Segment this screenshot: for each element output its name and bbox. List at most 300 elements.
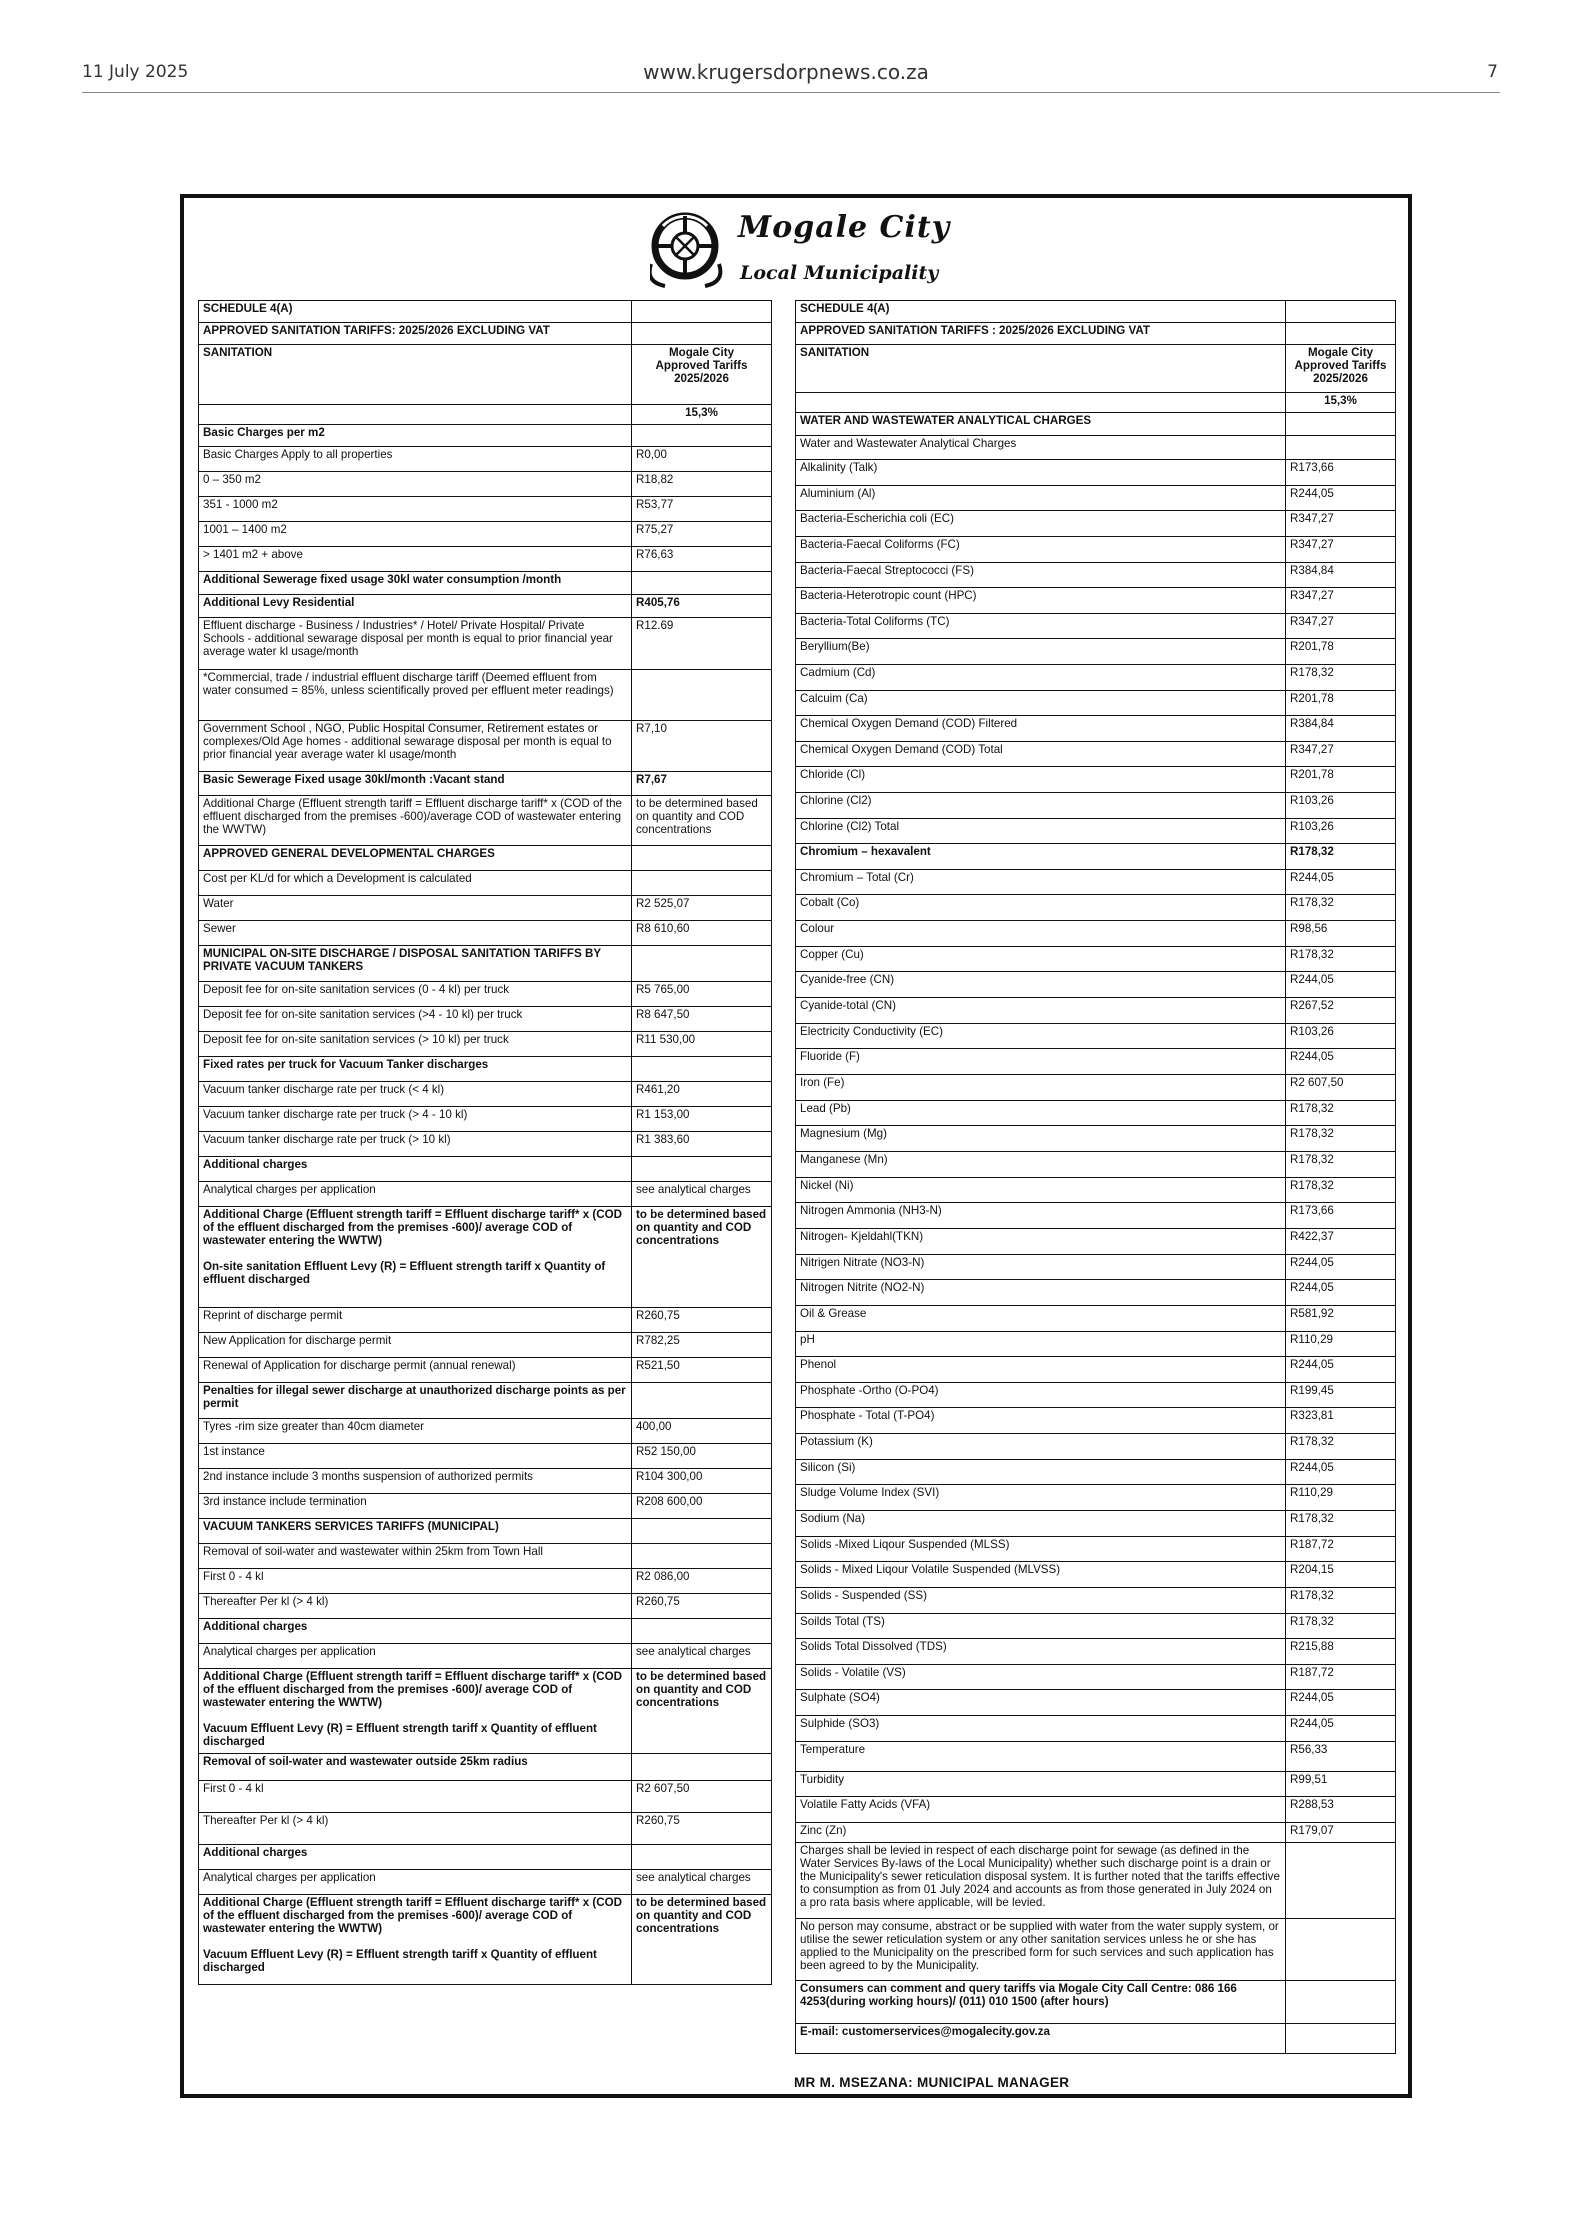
table-row	[796, 998, 1396, 1024]
tariff-label: SCHEDULE 4(A)	[796, 301, 1286, 323]
tariff-label: Deposit fee for on-site sanitation services (0 - 4 kl) per truck	[199, 982, 632, 1007]
table-row	[199, 497, 772, 522]
tariff-value: R75,27	[632, 522, 772, 547]
tariff-value: R244,05	[1286, 1460, 1396, 1485]
tariff-label: 2nd instance include 3 months suspension of authorized permits	[199, 1469, 632, 1494]
tariff-label: 1001 – 1400 m2	[199, 522, 632, 547]
tariff-value	[1286, 1843, 1396, 1919]
tariff-label: Solids Total Dissolved (TDS)	[796, 1639, 1286, 1665]
table-row	[199, 1383, 772, 1419]
logo-title: Mogale City	[738, 210, 951, 245]
table-row	[199, 1419, 772, 1444]
table-row	[796, 563, 1396, 588]
tariff-value	[1286, 1981, 1396, 2024]
tariff-label: Bacteria-Faecal Streptococci (FS)	[796, 563, 1286, 588]
table-row	[796, 742, 1396, 767]
tariff-value: R12.69	[632, 618, 772, 670]
table-row	[796, 1588, 1396, 1614]
tariff-label: Beryllium(Be)	[796, 639, 1286, 665]
tariff-value: R76,63	[632, 547, 772, 572]
tariff-label: Basic Charges Apply to all properties	[199, 447, 632, 472]
tariff-label: Cyanide-free (CN)	[796, 972, 1286, 998]
table-row	[199, 1895, 772, 1985]
tariff-label: Zinc (Zn)	[796, 1823, 1286, 1843]
tariff-value: R178,32	[1286, 665, 1396, 691]
tariff-value	[1286, 413, 1396, 436]
tariff-value	[632, 946, 772, 982]
tariff-value: to be determined based on quantity and COD concentrations	[632, 1207, 772, 1308]
table-row	[199, 1082, 772, 1107]
tariff-value: R178,32	[1286, 844, 1396, 870]
tariff-value: R18,82	[632, 472, 772, 497]
table-row	[796, 511, 1396, 537]
tariff-value: see analytical charges	[632, 1644, 772, 1669]
table-row	[796, 1434, 1396, 1460]
tariff-label: Government School , NGO, Public Hospital Consumer, Retirement estates or complexes/Old Age homes - additional sewarage disposal per month is equal to prior financial year average water kl usage/month	[199, 721, 632, 772]
tariff-value: R208 600,00	[632, 1494, 772, 1519]
tariff-value	[1286, 436, 1396, 460]
tariff-value: R244,05	[1286, 972, 1396, 998]
tariff-label: Solids - Suspended (SS)	[796, 1588, 1286, 1614]
table-row	[199, 982, 772, 1007]
table-row	[796, 1126, 1396, 1152]
tariff-label: Volatile Fatty Acids (VFA)	[796, 1797, 1286, 1823]
tariff-value: R782,25	[632, 1333, 772, 1358]
table-row	[199, 1519, 772, 1544]
tariff-value: R244,05	[1286, 870, 1396, 895]
tariff-label: Sulphide (SO3)	[796, 1716, 1286, 1742]
tariff-label: Renewal of Application for discharge permit (annual renewal)	[199, 1358, 632, 1383]
table-row	[199, 1813, 772, 1845]
tariff-label: Bacteria-Faecal Coliforms (FC)	[796, 537, 1286, 563]
tariff-label: Cobalt (Co)	[796, 895, 1286, 921]
tariff-value: R5 765,00	[632, 982, 772, 1007]
tariff-label: Additional charges	[199, 1845, 632, 1870]
table-row	[796, 921, 1396, 947]
tariff-label: APPROVED GENERAL DEVELOPMENTAL CHARGES	[199, 846, 632, 871]
table-row	[199, 1619, 772, 1644]
tariff-label	[796, 393, 1286, 413]
tariff-value	[632, 670, 772, 721]
tariff-label: 351 - 1000 m2	[199, 497, 632, 522]
table-row	[796, 1049, 1396, 1075]
tariff-value: R244,05	[1286, 1280, 1396, 1306]
tariff-label: Effluent discharge - Business / Industries* / Hotel/ Private Hospital/ Private Schools - additional sewarage disposal per month is equal to prior financial year average water kl usage/month	[199, 618, 632, 670]
table-row	[199, 301, 772, 323]
table-row	[796, 691, 1396, 716]
table-row	[199, 1107, 772, 1132]
table-row	[796, 793, 1396, 819]
tariff-value: R323,81	[1286, 1408, 1396, 1434]
table-row	[199, 1182, 772, 1207]
table-row	[199, 323, 772, 345]
table-row	[796, 1614, 1396, 1639]
table-row	[796, 1511, 1396, 1537]
table-row	[796, 947, 1396, 972]
tariff-value: R178,32	[1286, 1588, 1396, 1614]
tariff-value: R2 607,50	[632, 1781, 772, 1813]
table-row	[199, 547, 772, 572]
table-row	[199, 1358, 772, 1383]
table-row	[796, 1919, 1396, 1981]
table-row	[199, 1333, 772, 1358]
table-row	[199, 1007, 772, 1032]
tariff-value: 15,3%	[1286, 393, 1396, 413]
tariff-label: VACUUM TANKERS SERVICES TARIFFS (MUNICIPAL)	[199, 1519, 632, 1544]
tariff-value	[632, 1383, 772, 1419]
tariff-label: Cyanide-total (CN)	[796, 998, 1286, 1024]
tariff-value: R521,50	[632, 1358, 772, 1383]
tariff-label: Sulphate (SO4)	[796, 1690, 1286, 1716]
tariff-value: R99,51	[1286, 1772, 1396, 1797]
tariff-label: Additional Charge (Effluent strength tariff = Effluent discharge tariff* x (COD of the effluent discharged from the premises -600)/ average COD of wastewater entering the WWTW) Vacuum Effluent Levy (R) = Effluent strength tariff x Quantity of effluent discharged	[199, 1669, 632, 1754]
tariff-value: Mogale City Approved Tariffs 2025/2026	[1286, 345, 1396, 393]
tariff-label: Removal of soil-water and wastewater outside 25km radius	[199, 1754, 632, 1781]
tariff-value: R103,26	[1286, 819, 1396, 844]
tariff-label: Solids - Mixed Liqour Volatile Suspended (MLVSS)	[796, 1562, 1286, 1588]
tariff-value: R347,27	[1286, 742, 1396, 767]
tariff-label: Chromium – hexavalent	[796, 844, 1286, 870]
table-row	[796, 1460, 1396, 1485]
tariff-value: R110,29	[1286, 1485, 1396, 1511]
tariff-value: Mogale City Approved Tariffs 2025/2026	[632, 345, 772, 405]
tariff-value	[632, 572, 772, 595]
table-row	[199, 1594, 772, 1619]
logo-subtitle: Local Municipality	[740, 262, 939, 284]
table-row	[199, 946, 772, 982]
table-row	[199, 1754, 772, 1781]
tariff-label: Bacteria-Escherichia coli (EC)	[796, 511, 1286, 537]
tariff-label: Bacteria-Total Coliforms (TC)	[796, 614, 1286, 639]
table-row	[199, 1569, 772, 1594]
table-row	[796, 301, 1396, 323]
tariff-value: R178,32	[1286, 1178, 1396, 1203]
tariff-label: First 0 - 4 kl	[199, 1781, 632, 1813]
tariff-value: R8 647,50	[632, 1007, 772, 1032]
table-row	[796, 639, 1396, 665]
tariff-value: R422,37	[1286, 1229, 1396, 1255]
table-row	[199, 871, 772, 896]
page-number: 7	[1487, 62, 1498, 82]
table-row	[796, 1485, 1396, 1511]
table-row	[796, 819, 1396, 844]
tariff-value: R204,15	[1286, 1562, 1396, 1588]
table-row	[796, 844, 1396, 870]
tariff-label: Colour	[796, 921, 1286, 947]
tariff-label: Chemical Oxygen Demand (COD) Filtered	[796, 716, 1286, 742]
tariff-value: R244,05	[1286, 1357, 1396, 1383]
tariff-value	[632, 425, 772, 447]
tariff-value: R178,32	[1286, 1101, 1396, 1126]
tariff-value: see analytical charges	[632, 1870, 772, 1895]
table-row	[199, 921, 772, 946]
table-row	[796, 1024, 1396, 1049]
table-row	[796, 1665, 1396, 1690]
tariff-value: R104 300,00	[632, 1469, 772, 1494]
table-row	[796, 665, 1396, 691]
tariff-label: Solids - Volatile (VS)	[796, 1665, 1286, 1690]
tariff-value: R244,05	[1286, 1255, 1396, 1280]
table-row	[796, 1639, 1396, 1665]
tariff-value: R267,52	[1286, 998, 1396, 1024]
tariff-label: Fluoride (F)	[796, 1049, 1286, 1075]
table-row	[199, 522, 772, 547]
tariff-label: Phosphate -Ortho (O-PO4)	[796, 1383, 1286, 1408]
tariff-label: Nitrigen Nitrate (NO3-N)	[796, 1255, 1286, 1280]
tariff-label: Additional charges	[199, 1157, 632, 1182]
table-row	[199, 721, 772, 772]
table-row	[796, 2024, 1396, 2054]
table-row	[199, 1494, 772, 1519]
tariff-label: Reprint of discharge permit	[199, 1308, 632, 1333]
tariff-value: R384,84	[1286, 716, 1396, 742]
tariff-value: R7,67	[632, 772, 772, 796]
table-row	[199, 1870, 772, 1895]
tariff-value: R178,32	[1286, 1511, 1396, 1537]
tariff-label: > 1401 m2 + above	[199, 547, 632, 572]
tariff-label: Removal of soil-water and wastewater within 25km from Town Hall	[199, 1544, 632, 1569]
tariff-label: Potassium (K)	[796, 1434, 1286, 1460]
tariff-label: Tyres -rim size greater than 40cm diameter	[199, 1419, 632, 1444]
tariff-label: Water and Wastewater Analytical Charges	[796, 436, 1286, 460]
table-row	[199, 796, 772, 846]
tariff-value: R1 383,60	[632, 1132, 772, 1157]
table-row	[796, 1408, 1396, 1434]
table-row	[796, 614, 1396, 639]
tariff-label: 0 – 350 m2	[199, 472, 632, 497]
tariff-label: APPROVED SANITATION TARIFFS : 2025/2026 EXCLUDING VAT	[796, 323, 1286, 345]
tariff-value	[632, 1544, 772, 1569]
tariff-value: R1 153,00	[632, 1107, 772, 1132]
tariff-label: Additional charges	[199, 1619, 632, 1644]
tariff-value	[632, 871, 772, 896]
table-row	[796, 767, 1396, 793]
tariff-label: Nickel (Ni)	[796, 1178, 1286, 1203]
table-row	[796, 588, 1396, 614]
tariff-label: Alkalinity (Talk)	[796, 460, 1286, 486]
table-row	[796, 1797, 1396, 1823]
tariff-label: 3rd instance include termination	[199, 1494, 632, 1519]
table-row	[796, 1772, 1396, 1797]
tariff-label: Vacuum tanker discharge rate per truck (> 4 - 10 kl)	[199, 1107, 632, 1132]
table-row	[199, 1308, 772, 1333]
tariff-label: SCHEDULE 4(A)	[199, 301, 632, 323]
tariff-value: R178,32	[1286, 1126, 1396, 1152]
tariff-value: R179,07	[1286, 1823, 1396, 1843]
tariff-label: Aluminium (Al)	[796, 486, 1286, 511]
tariff-value: R2 525,07	[632, 896, 772, 921]
table-row	[199, 772, 772, 796]
table-row	[199, 425, 772, 447]
table-row	[796, 1280, 1396, 1306]
table-row	[199, 1057, 772, 1082]
tariff-value: R2 607,50	[1286, 1075, 1396, 1101]
tariff-label: No person may consume, abstract or be supplied with water from the water supply system, or utilise the sewer reticulation system or any other sanitation services unless he or she has applied to the Municipality on the prescribed form for such services and such application has been agreed to by the Municipality.	[796, 1919, 1286, 1981]
tariff-value: R187,72	[1286, 1665, 1396, 1690]
table-row	[796, 1562, 1396, 1588]
table-row	[199, 1845, 772, 1870]
table-row	[199, 472, 772, 497]
table-row	[199, 1207, 772, 1308]
tariff-value	[1286, 301, 1396, 323]
table-row	[796, 1843, 1396, 1919]
tariff-value	[632, 1057, 772, 1082]
header-rule	[82, 92, 1500, 93]
table-row	[796, 1742, 1396, 1772]
table-row	[199, 1032, 772, 1057]
tariff-value: R384,84	[1286, 563, 1396, 588]
tariff-label: Thereafter Per kl (> 4 kl)	[199, 1594, 632, 1619]
tariff-label: 1st instance	[199, 1444, 632, 1469]
tariff-value: R260,75	[632, 1813, 772, 1845]
tariff-label: Sodium (Na)	[796, 1511, 1286, 1537]
tariff-label: MUNICIPAL ON-SITE DISCHARGE / DISPOSAL SANITATION TARIFFS BY PRIVATE VACUUM TANKERS	[199, 946, 632, 982]
tariff-value	[632, 323, 772, 345]
tariff-label: Thereafter Per kl (> 4 kl)	[199, 1813, 632, 1845]
tariff-value: R288,53	[1286, 1797, 1396, 1823]
tariff-label: Sludge Volume Index (SVI)	[796, 1485, 1286, 1511]
tariff-value: R110,29	[1286, 1332, 1396, 1357]
tariff-label: Deposit fee for on-site sanitation services (>4 - 10 kl) per truck	[199, 1007, 632, 1032]
table-row	[796, 870, 1396, 895]
table-row	[796, 537, 1396, 563]
tariff-label: Consumers can comment and query tariffs via Mogale City Call Centre: 086 166 4253(during working hours)/ (011) 010 1500 (after hours)	[796, 1981, 1286, 2024]
tariff-value: R244,05	[1286, 1716, 1396, 1742]
tariff-value	[1286, 323, 1396, 345]
table-row	[796, 1537, 1396, 1562]
tariff-value: see analytical charges	[632, 1182, 772, 1207]
tariff-value: R11 530,00	[632, 1032, 772, 1057]
tariff-value	[632, 846, 772, 871]
page-date: 11 July 2025	[82, 62, 189, 82]
tariff-label: Phosphate - Total (T-PO4)	[796, 1408, 1286, 1434]
table-row	[796, 1203, 1396, 1229]
tariff-value: R56,33	[1286, 1742, 1396, 1772]
tariff-value: R347,27	[1286, 511, 1396, 537]
tariff-label: Basic Charges per m2	[199, 425, 632, 447]
table-row	[199, 595, 772, 618]
tariff-label: Chromium – Total (Cr)	[796, 870, 1286, 895]
tariff-label: Penalties for illegal sewer discharge at unauthorized discharge points as per permit	[199, 1383, 632, 1419]
tariff-label: SANITATION	[199, 345, 632, 405]
tariff-value: R244,05	[1286, 486, 1396, 511]
table-row	[796, 1229, 1396, 1255]
table-row	[796, 1306, 1396, 1332]
tariff-label: Magnesium (Mg)	[796, 1126, 1286, 1152]
tariff-value: R173,66	[1286, 460, 1396, 486]
tariff-value: R405,76	[632, 595, 772, 618]
tariff-label: Additional Sewerage fixed usage 30kl water consumption /month	[199, 572, 632, 595]
tariff-label: Chemical Oxygen Demand (COD) Total	[796, 742, 1286, 767]
tariff-label: Solids -Mixed Liqour Suspended (MLSS)	[796, 1537, 1286, 1562]
tariff-label: Additional Charge (Effluent strength tariff = Effluent discharge tariff* x (COD of the effluent discharged from the premises -600)/ average COD of wastewater entering the WWTW) On-site sanitation Effluent Levy (R) = Effluent strength tariff x Quantity of effluent discharged	[199, 1207, 632, 1308]
table-row	[796, 1152, 1396, 1178]
tariff-label: Cost per KL/d for which a Development is calculated	[199, 871, 632, 896]
tariff-value	[1286, 1919, 1396, 1981]
tariff-value: R178,32	[1286, 895, 1396, 921]
table-row	[796, 1357, 1396, 1383]
tariff-label: Nitrogen- Kjeldahl(TKN)	[796, 1229, 1286, 1255]
table-row	[199, 896, 772, 921]
tariff-label: E-mail: customerservices@mogalecity.gov.za	[796, 2024, 1286, 2054]
tariff-label: Fixed rates per truck for Vacuum Tanker discharges	[199, 1057, 632, 1082]
table-row	[199, 1544, 772, 1569]
tariff-value: R178,32	[1286, 1614, 1396, 1639]
tariff-label: Nitrogen Nitrite (NO2-N)	[796, 1280, 1286, 1306]
tariff-label: Additional Charge (Effluent strength tariff = Effluent discharge tariff* x (COD of the effluent discharged from the premises -600)/ average COD of wastewater entering the WWTW) Vacuum Effluent Levy (R) = Effluent strength tariff x Quantity of effluent discharged	[199, 1895, 632, 1985]
tariff-value: R8 610,60	[632, 921, 772, 946]
table-row	[199, 618, 772, 670]
table-row	[796, 413, 1396, 436]
tariff-label: SANITATION	[796, 345, 1286, 393]
tariff-label: Turbidity	[796, 1772, 1286, 1797]
tariff-label: Chloride (Cl)	[796, 767, 1286, 793]
tariff-label: Lead (Pb)	[796, 1101, 1286, 1126]
tariff-label: Chlorine (Cl2) Total	[796, 819, 1286, 844]
table-row	[796, 1178, 1396, 1203]
tariff-value: to be determined based on quantity and COD concentrations	[632, 1669, 772, 1754]
table-row	[796, 716, 1396, 742]
table-row	[199, 1157, 772, 1182]
table-row	[199, 1132, 772, 1157]
tariff-value	[632, 1157, 772, 1182]
tariff-value	[632, 1619, 772, 1644]
table-row	[796, 486, 1396, 511]
tariff-label: Nitrogen Ammonia (NH3-N)	[796, 1203, 1286, 1229]
tariff-value: R201,78	[1286, 767, 1396, 793]
tariff-value	[632, 1845, 772, 1870]
tariff-label: Chlorine (Cl2)	[796, 793, 1286, 819]
tariff-label: Analytical charges per application	[199, 1182, 632, 1207]
tariff-table-right	[795, 300, 1396, 2054]
tariff-label: Silicon (Si)	[796, 1460, 1286, 1485]
tariff-label: New Application for discharge permit	[199, 1333, 632, 1358]
table-row	[796, 1383, 1396, 1408]
tariff-label: Analytical charges per application	[199, 1870, 632, 1895]
tariff-value: to be determined based on quantity and COD concentrations	[632, 796, 772, 846]
tariff-value: R187,72	[1286, 1537, 1396, 1562]
table-row	[796, 972, 1396, 998]
tariff-value: R201,78	[1286, 691, 1396, 716]
tariff-value: R173,66	[1286, 1203, 1396, 1229]
tariff-value: R215,88	[1286, 1639, 1396, 1665]
tariff-value: R98,56	[1286, 921, 1396, 947]
table-row	[796, 1101, 1396, 1126]
tariff-label: Additional Charge (Effluent strength tariff = Effluent discharge tariff* x (COD of the effluent discharged from the premises -600)/average COD of wastewater entering the WWTW)	[199, 796, 632, 846]
tariff-label: Deposit fee for on-site sanitation services (> 10 kl) per truck	[199, 1032, 632, 1057]
table-row	[199, 670, 772, 721]
table-row	[796, 436, 1396, 460]
table-row	[796, 1981, 1396, 2024]
tariff-label: Manganese (Mn)	[796, 1152, 1286, 1178]
tariff-label: Vacuum tanker discharge rate per truck (< 4 kl)	[199, 1082, 632, 1107]
tariff-label: Calcuim (Ca)	[796, 691, 1286, 716]
tariff-label	[199, 405, 632, 425]
table-row	[796, 1716, 1396, 1742]
table-row	[199, 1781, 772, 1813]
tariff-label: pH	[796, 1332, 1286, 1357]
tariff-label: Bacteria-Heterotropic count (HPC)	[796, 588, 1286, 614]
tariff-value: R0,00	[632, 447, 772, 472]
tariff-label: Iron (Fe)	[796, 1075, 1286, 1101]
tariff-value: R347,27	[1286, 537, 1396, 563]
tariff-value: R103,26	[1286, 793, 1396, 819]
table-row	[199, 447, 772, 472]
tariff-value: R244,05	[1286, 1690, 1396, 1716]
tariff-label: Vacuum tanker discharge rate per truck (> 10 kl)	[199, 1132, 632, 1157]
table-row	[199, 846, 772, 871]
table-row	[796, 345, 1396, 393]
